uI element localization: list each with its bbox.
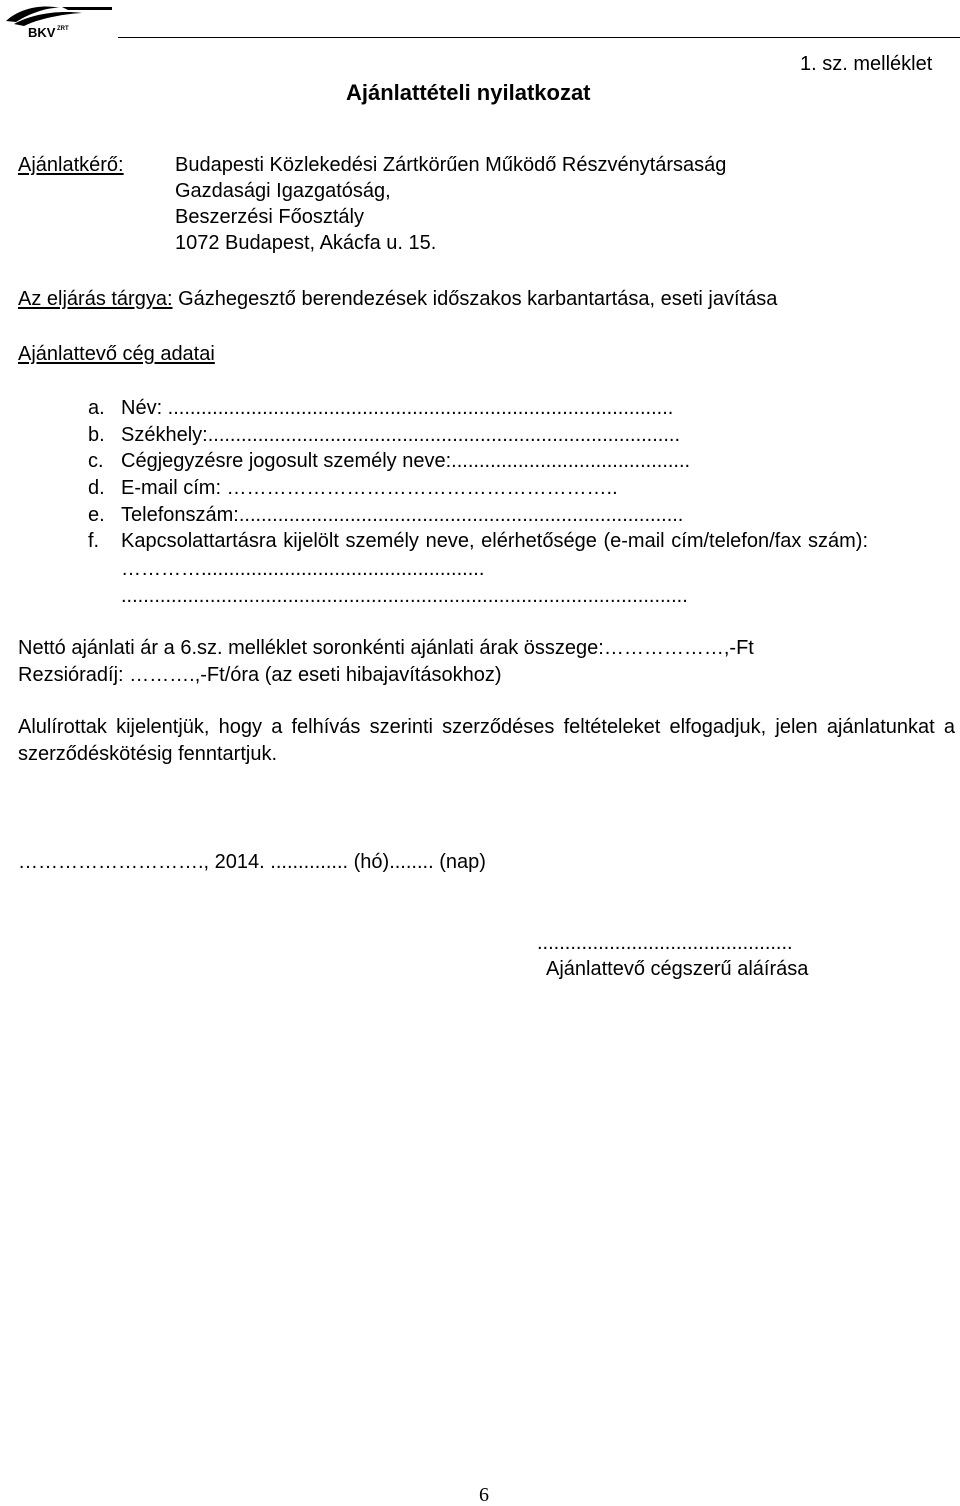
subject-line	[18, 289, 777, 309]
subject-text: Gázhegesztő berendezések időszakos karbantartása, eseti javítása	[172, 288, 778, 310]
field-contact-dots: ......................................................................................................	[121, 585, 688, 607]
header-rule	[118, 37, 960, 38]
logo-subtext: ZRT	[57, 26, 69, 32]
page-number: 6	[479, 1484, 489, 1506]
requester-line: Budapesti Közlekedési Zártkörűen Működő Részvénytársaság	[175, 154, 727, 176]
field-letter: c.	[88, 450, 104, 472]
requester-label: Ajánlatkérő:	[18, 154, 124, 176]
field-contact: Kapcsolattartásra kijelölt személy neve, elérhetősége (e-mail cím/telefon/fax szám): …………...................................................	[121, 530, 868, 580]
field-letter: e.	[88, 504, 105, 526]
field-seat: Székhely:.....................................................................................	[121, 424, 681, 446]
field-letter: f.	[88, 530, 100, 552]
bidder-heading: Ajánlattevő cég adatai	[18, 343, 215, 365]
field-name: Név: ...........................................................................................	[121, 397, 674, 419]
signature-dots: ..............................................	[537, 932, 793, 954]
signature-caption: Ajánlattevő cégszerű aláírása	[546, 958, 809, 980]
declaration-text: Alulírottak kijelentjük, hogy a felhívás szerinti szerződéses feltételeket elfogadjuk, jelen ajánlatunkat a szerződéskötésig fenntartjuk.	[18, 716, 955, 765]
annex-label: 1. sz. melléklet	[800, 53, 933, 75]
requester-line: Gazdasági Igazgatóság,	[175, 180, 391, 202]
logo-text: BKV	[28, 25, 56, 38]
field-email: E-mail cím: …………………………………………………..	[121, 477, 618, 499]
field-letter: d.	[88, 477, 105, 499]
document-title: Ajánlattételi nyilatkozat	[346, 80, 591, 105]
hourly-fee-line: Rezsióradíj: ……….,-Ft/óra (az eseti hibajavításokhoz)	[18, 664, 502, 686]
field-letter: a.	[88, 397, 105, 419]
requester-line: Beszerzési Főosztály	[175, 206, 364, 228]
field-phone: Telefonszám:................................................................................	[121, 504, 684, 526]
requester-line: 1072 Budapest, Akácfa u. 15.	[175, 232, 437, 254]
date-line: ………………………., 2014. .............. (hó)........ (nap)	[18, 851, 486, 873]
bkv-logo	[2, 4, 114, 38]
net-price-line: Nettó ajánlati ár a 6.sz. melléklet soronkénti ajánlati árak összege:………………,-Ft	[18, 637, 754, 659]
field-letter: b.	[88, 424, 105, 446]
field-signatory: Cégjegyzésre jogosult személy neve:...........................................	[121, 450, 691, 472]
subject-label: Az eljárás tárgya:	[18, 288, 173, 310]
